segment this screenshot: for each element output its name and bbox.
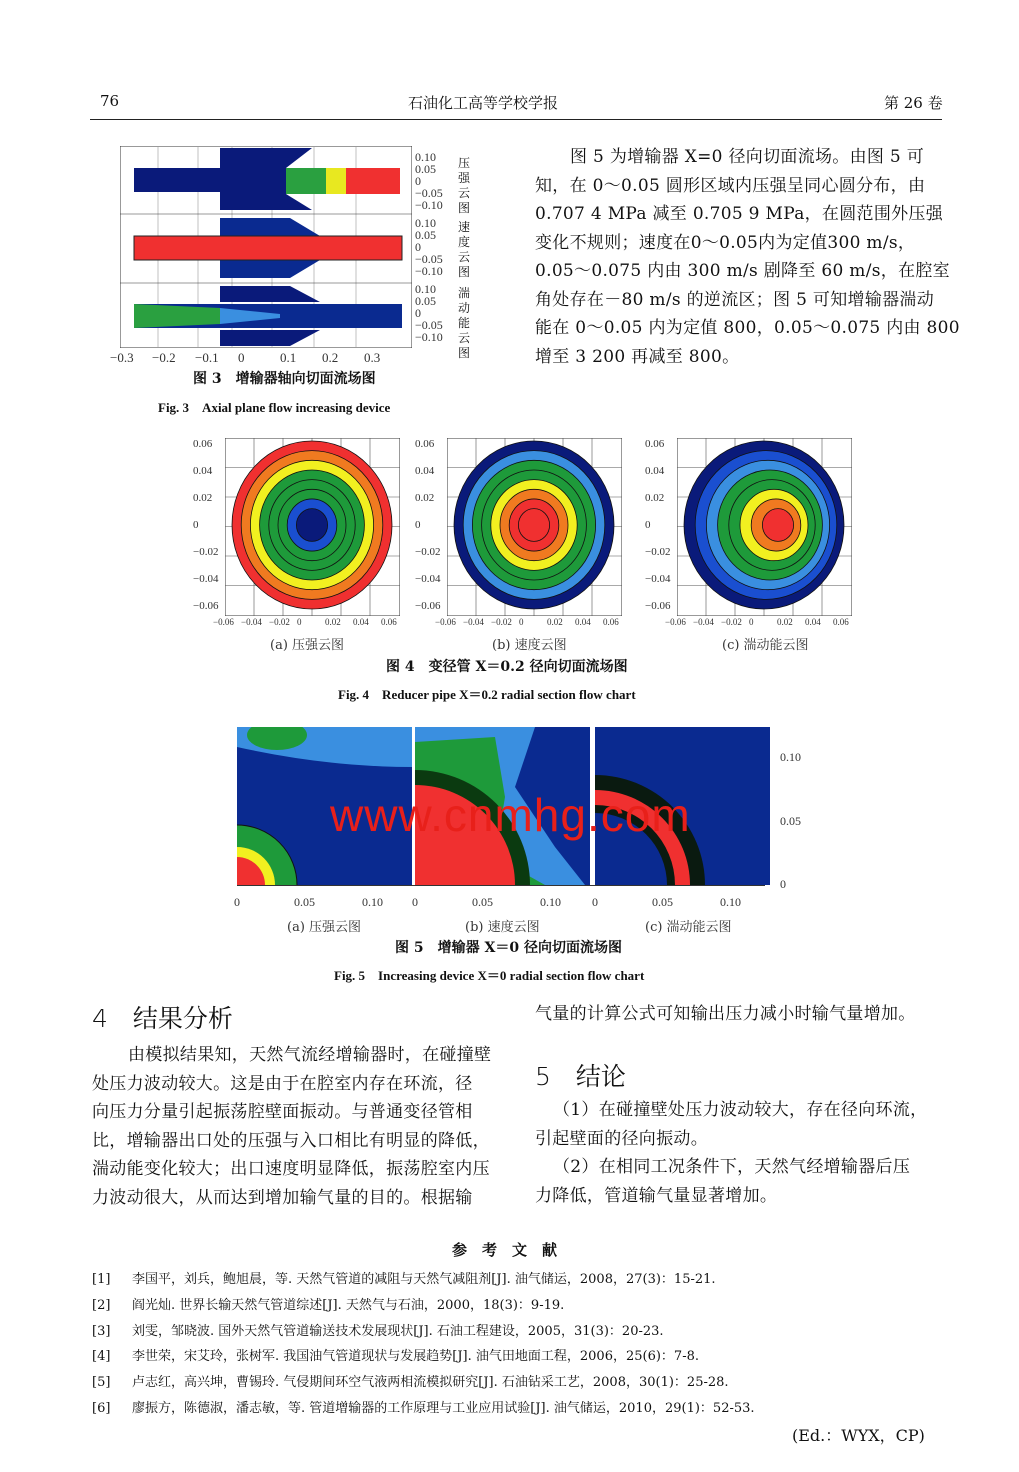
x-tick-label: 0.10 xyxy=(540,895,561,909)
y-tick-label: 0 xyxy=(415,174,421,188)
reference-number: [1] xyxy=(92,1272,111,1287)
figure-3-plot xyxy=(120,146,412,348)
header-rule xyxy=(90,119,942,120)
text-line: 处压力波动较大。这是由于在腔室内存在环流，径 xyxy=(92,1073,473,1094)
reference-item xyxy=(92,1320,664,1339)
y-tick-label: 0.02 xyxy=(415,492,435,504)
text-line: 变化不规则；速度在0～0.05内为定值300 m/s， xyxy=(535,232,916,253)
y-tick-label: −0.05 xyxy=(415,318,443,332)
text-line: 由模拟结果知，天然气流经增输器时，在碰撞壁 xyxy=(128,1045,492,1065)
x-tick-label: −0.1 xyxy=(195,350,219,365)
x-tick-label: −0.02 xyxy=(721,617,742,627)
section-5-heading: 5 结论 xyxy=(535,1062,626,1091)
subfigure-caption: (b) 速度云图 xyxy=(492,638,567,653)
y-tick-label: 0.04 xyxy=(415,465,435,477)
y-tick-label: −0.02 xyxy=(193,546,219,558)
fig3-panel-label-velocity: 速度云图 xyxy=(457,220,470,279)
y-tick-label: 0.02 xyxy=(645,492,665,504)
journal-title: 石油化工高等学校学报 xyxy=(408,94,559,112)
x-tick-label: 0.06 xyxy=(833,617,849,627)
x-tick-label: 0.05 xyxy=(652,895,673,909)
x-tick-label: 0 xyxy=(238,350,245,365)
reference-item xyxy=(92,1397,755,1416)
fig5-x-axis xyxy=(237,885,765,886)
y-tick-label: 0 xyxy=(780,877,786,891)
y-tick-label: 0.05 xyxy=(415,228,436,242)
subfigure-caption: (a) 压强云图 xyxy=(270,638,345,653)
text-line: 知，在 0～0.05 圆形区域内压强呈同心圆分布，由 xyxy=(535,175,926,196)
fig4-panel-a xyxy=(225,438,400,616)
text-line: 力降低，管道输气量显著增加。 xyxy=(535,1185,778,1206)
x-tick-label: 0.10 xyxy=(362,895,383,909)
y-tick-label: 0.10 xyxy=(415,150,436,164)
y-tick-label: −0.05 xyxy=(415,186,443,200)
reference-text: 李世荣，宋艾玲，张树军. 我国油气管道现状与发展趋势[J]. 油气田地面工程，2006，25(6)：7-8. xyxy=(132,1349,699,1365)
y-tick-label: −0.06 xyxy=(415,600,441,612)
y-tick-label: −0.10 xyxy=(415,330,443,344)
x-tick-label: −0.04 xyxy=(693,617,714,627)
y-tick-label: 0 xyxy=(415,519,421,531)
x-tick-label: −0.06 xyxy=(213,617,234,627)
text-line: 比，增输器出口处的压强与入口相比有明显的降低， xyxy=(92,1130,490,1151)
reference-text: 廖振方，陈德淑，潘志敏，等. 管道增输器的工作原理与工业应用试验[J]. 油气储运，2010，29(1)：52-53. xyxy=(132,1401,755,1416)
fig3-panel-label-tke: 湍动能云图 xyxy=(457,286,470,360)
text-line: 角处存在－80 m/s 的逆流区；图 5 可知增输器湍动 xyxy=(535,289,935,310)
y-tick-label: 0.10 xyxy=(780,750,801,764)
x-tick-label: −0.02 xyxy=(491,617,512,627)
text-line: 增至 3 200 再减至 800。 xyxy=(535,346,740,367)
y-tick-label: 0.02 xyxy=(193,492,213,504)
fig4-panel-b xyxy=(447,438,622,616)
x-tick-label: 0.10 xyxy=(720,895,741,909)
text-line: 图 5 为增输器 X=0 径向切面流场。由图 5 可 xyxy=(570,147,925,167)
y-tick-label: −0.02 xyxy=(645,546,671,558)
x-tick-label: 0 xyxy=(592,895,598,909)
contour-band xyxy=(518,509,549,542)
figure-5-caption-en: Fig. 5 Increasing device X＝0 radial section flow chart xyxy=(334,968,645,983)
references-heading: 参 考 文 献 xyxy=(452,1241,558,1259)
x-tick-label: 0 xyxy=(297,617,302,627)
text-line: （1）在碰撞壁处压力波动较大，存在径向环流， xyxy=(553,1100,928,1120)
editor-note: (Ed.：WYX，CP) xyxy=(792,1426,925,1445)
y-tick-label: −0.05 xyxy=(415,252,443,266)
text-line: （2）在相同工况条件下，天然气经增输器后压 xyxy=(553,1157,911,1177)
y-tick-label: −0.06 xyxy=(645,600,671,612)
y-tick-label: 0.05 xyxy=(415,294,436,308)
subfigure-caption: (b) 速度云图 xyxy=(465,920,540,935)
x-tick-label: −0.06 xyxy=(435,617,456,627)
y-tick-label: 0.06 xyxy=(645,438,665,450)
y-tick-label: 0 xyxy=(415,306,421,320)
y-tick-label: 0 xyxy=(645,519,651,531)
reference-number: [3] xyxy=(92,1323,111,1339)
x-tick-label: 0.02 xyxy=(325,617,341,627)
y-tick-label: −0.04 xyxy=(415,573,441,585)
y-tick-label: −0.02 xyxy=(415,546,441,558)
x-tick-label: 0.04 xyxy=(353,617,369,627)
y-tick-label: −0.10 xyxy=(415,198,443,212)
text-line: 湍动能变化较大；出口速度明显降低，振荡腔室内压 xyxy=(92,1159,490,1179)
y-tick-label: −0.04 xyxy=(193,573,219,585)
reference-text: 李国平，刘兵，鲍旭晨，等. 天然气管道的减阻与天然气减阻剂[J]. 油气储运，2008，27(3)：15-21. xyxy=(132,1272,716,1287)
x-tick-label: 0.2 xyxy=(322,350,339,365)
contour-band xyxy=(762,509,793,542)
text-line: 力波动很大，从而达到增加输气量的目的。根据输 xyxy=(92,1187,473,1208)
text-line: 向压力分量引起振荡腔壁面振动。与普通变径管相 xyxy=(92,1102,473,1122)
x-tick-label: 0 xyxy=(234,895,240,909)
x-tick-label: 0 xyxy=(749,617,754,627)
figure-5-caption-cn: 图 5 增输器 X＝0 径向切面流场图 xyxy=(395,940,622,956)
subfigure-caption: (a) 压强云图 xyxy=(287,920,362,935)
x-tick-label: −0.02 xyxy=(269,617,290,627)
reference-text: 卢志红，高兴坤，曹锡玲. 气侵期间环空气液两相流模拟研究[J]. 石油钻采工艺，2008，30(1)：25-28. xyxy=(132,1375,729,1391)
x-tick-label: 0.04 xyxy=(575,617,591,627)
y-tick-label: 0.06 xyxy=(415,438,435,450)
subfigure-caption: (c) 湍动能云图 xyxy=(645,920,732,935)
x-tick-label: −0.06 xyxy=(665,617,686,627)
x-tick-label: −0.04 xyxy=(463,617,484,627)
y-tick-label: 0 xyxy=(193,519,199,531)
y-tick-label: 0.05 xyxy=(415,162,436,176)
text-line: 0.05～0.075 内由 300 m/s 剧降至 60 m/s，在腔室 xyxy=(535,261,950,281)
reference-number: [2] xyxy=(92,1297,111,1313)
reference-item xyxy=(92,1294,564,1313)
x-tick-label: 0 xyxy=(412,895,418,909)
text-line: 0.707 4 MPa 减至 0.705 9 MPa，在圆范围外压强 xyxy=(535,204,944,224)
x-tick-label: 0.3 xyxy=(364,350,381,365)
reference-item xyxy=(92,1268,716,1287)
figure-3-caption-en: Fig. 3 Axial plane flow increasing device xyxy=(158,400,391,415)
x-tick-label: −0.04 xyxy=(241,617,262,627)
watermark: www.cnmhg.com xyxy=(330,789,691,841)
reference-text: 阎光灿. 世界长输天然气管道综述[J]. 天然气与石油，2000，18(3)：9-19. xyxy=(132,1297,565,1313)
text-line: 能在 0～0.05 内为定值 800，0.05～0.075 内由 800 xyxy=(535,318,960,338)
reference-number: [5] xyxy=(92,1375,111,1391)
x-tick-label: −0.2 xyxy=(152,350,176,365)
x-tick-label: 0.06 xyxy=(603,617,619,627)
y-tick-label: −0.06 xyxy=(193,600,219,612)
contour-band xyxy=(296,509,327,542)
fig3-panel-label-pressure: 压强云图 xyxy=(457,156,470,215)
reference-item xyxy=(92,1345,699,1364)
y-tick-label: 0.06 xyxy=(193,438,213,450)
y-tick-label: 0 xyxy=(415,240,421,254)
x-tick-label: 0.02 xyxy=(547,617,563,627)
reference-text: 刘雯，邹晓波. 国外天然气管道输送技术发展现状[J]. 石油工程建设，2005，31(3)：20-23. xyxy=(132,1323,664,1339)
section-4-heading: 4 结果分析 xyxy=(92,1004,233,1033)
x-tick-label: 0.02 xyxy=(777,617,793,627)
y-tick-label: −0.10 xyxy=(415,264,443,278)
y-tick-label: 0.04 xyxy=(645,465,665,477)
x-tick-label: 0.05 xyxy=(294,895,315,909)
figure-4-caption-en: Fig. 4 Reducer pipe X＝0.2 radial section flow chart xyxy=(338,687,636,702)
fig4-panel-c xyxy=(677,438,852,616)
page-number: 76 xyxy=(100,92,120,110)
y-tick-label: −0.04 xyxy=(645,573,671,585)
x-tick-label: 0.06 xyxy=(381,617,397,627)
text-line: 引起壁面的径向振动。 xyxy=(535,1128,708,1149)
volume-label: 第 26 卷 xyxy=(884,94,943,112)
figure-4-caption-cn: 图 4 变径管 X＝0.2 径向切面流场图 xyxy=(386,659,628,675)
y-tick-label: 0.05 xyxy=(780,814,801,828)
y-tick-label: 0.04 xyxy=(193,465,213,477)
right-continued-line: 气量的计算公式可知输出压力减小时输气量增加。 xyxy=(535,1004,916,1024)
y-tick-label: 0.10 xyxy=(415,216,436,230)
figure-3-caption-cn: 图 3 增输器轴向切面流场图 xyxy=(193,371,376,387)
reference-number: [4] xyxy=(92,1349,111,1365)
reference-item xyxy=(92,1371,729,1390)
x-tick-label: −0.3 xyxy=(110,350,134,365)
reference-number: [6] xyxy=(92,1401,111,1416)
x-tick-label: 0 xyxy=(519,617,524,627)
x-tick-label: 0.04 xyxy=(805,617,821,627)
y-tick-label: 0.10 xyxy=(415,282,436,296)
subfigure-caption: (c) 湍动能云图 xyxy=(722,638,809,653)
x-tick-label: 0.05 xyxy=(472,895,493,909)
x-tick-label: 0.1 xyxy=(280,350,297,365)
